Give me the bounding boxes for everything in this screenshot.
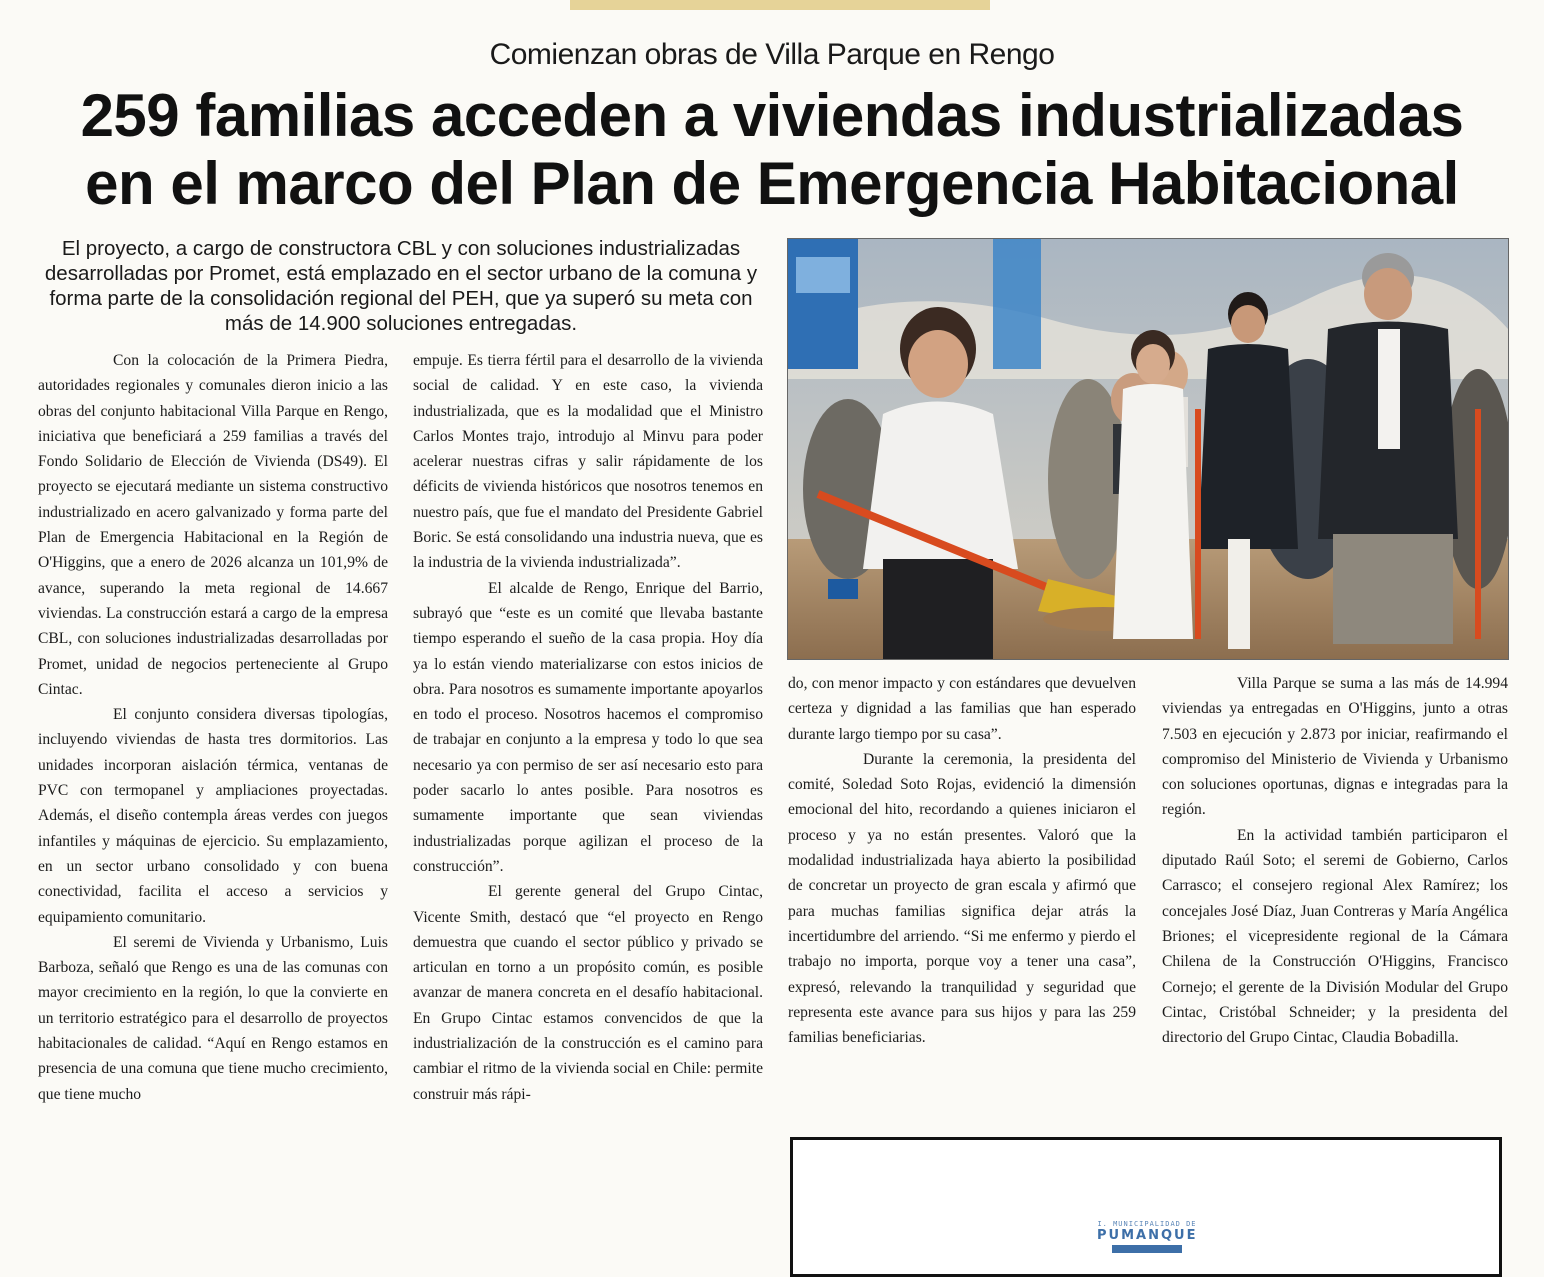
top-decorative-strip [570, 0, 990, 10]
column-2-paragraph-1: empuje. Es tierra fértil para el desarrollo de la vivienda social de calidad. Y en este caso, la vivienda industrializada, que es la modalidad que el Ministro Carlos Montes trajo, introdujo al Minvu para poder acelerar nuestras cifras y salir rápidamente de los déficits de vivienda históricos que nosotros tenemos en nuestro país, que fue el mandato del Presidente Gabriel Boric. Se está consolidando una industria nueva, que es la industria de la vivienda industrializada”. [413, 352, 763, 572]
headline-line-1: 259 familias acceden a viviendas industrializadas [80, 82, 1464, 149]
article-column-2 [413, 348, 763, 1107]
column-4-paragraph-1: Villa Parque se suma a las más de 14.994 viviendas ya entregadas en O'Higgins, junto a otras 7.503 en ejecución y 2.873 por iniciar, reafirmando el compromiso del Ministerio de Vivienda y Urbanismo con soluciones oportunas, dignas e integradas para la región. [1162, 675, 1508, 819]
column-2-paragraph-3: El gerente general del Grupo Cintac, Vicente Smith, destacó que “el proyecto en Rengo demuestra que cuando el sector público y privado se articulan en torno a un propósito común, es posible avanzar de manera concreta en el desafío habitacional. En Grupo Cintac estamos convencidos de que la industrialización de la construcción es el camino para cambiar el ritmo de la vivienda social en Chile: permite construir más rápi- [413, 883, 763, 1103]
article-lede [36, 236, 766, 336]
article-column-1 [38, 348, 388, 1107]
column-3-paragraph-1: do, con menor impacto y con estándares que devuelven certeza y dignidad a las familias que han esperado durante largo tiempo por su casa”. [788, 675, 1136, 743]
lede-line-3: forma parte de la consolidación regional del PEH, que ya superó su meta con [49, 287, 753, 310]
column-1-paragraph-2: El conjunto considera diversas tipologías, incluyendo viviendas de hasta tres dormitorios. Las unidades incorporan aislación térmica, ventanas de PVC con termopanel y ampliaciones proyectadas. Además, el diseño contempla áreas verdes con juegos infantiles y máquinas de ejercicio. Su emplazamiento, en un sector urbano consolidado y con buena conectividad, facilita el acceso a servicios y equipamiento comunitario. [38, 706, 388, 926]
logo-top-text: I. MUNICIPALIDAD DE [1097, 1220, 1197, 1228]
article-photo [787, 238, 1509, 660]
column-2-paragraph-2: El alcalde de Rengo, Enrique del Barrio, subrayó que “este es un comité que llevaba bastante tiempo esperando el sueño de la casa propia. Hoy día ya lo están viendo materializarse con estos inicios de obra. Para nosotros es sumamente importante apoyarlos en todo el proceso. Nosotros hacemos el compromiso de trabajar en conjunto a la empresa y todo lo que sea necesario ya con permiso de ser así necesario esto para poder sacarlo lo antes posible. Para nosotros es sumamente importante que sean viviendas industrializadas porque agilizan el proceso de la construcción”. [413, 579, 763, 875]
lede-line-1: El proyecto, a cargo de constructora CBL y con soluciones industrializadas [61, 237, 741, 260]
article-column-4 [1162, 671, 1508, 1050]
lede-line-2: desarrolladas por Promet, está emplazado en el sector urbano de la comuna y [44, 262, 758, 285]
logo-name-text: PUMANQUE [1097, 1228, 1198, 1243]
article-kicker: Comienzan obras de Villa Parque en Rengo [489, 38, 1055, 71]
article-headline [0, 82, 1544, 218]
logo-bar [1112, 1245, 1182, 1253]
ceremony-photo-illustration [788, 239, 1508, 659]
column-1-paragraph-1: Con la colocación de la Primera Piedra, autoridades regionales y comunales dieron inicio a las obras del conjunto habitacional Villa Parque en Rengo, iniciativa que beneficiará a 259 familias a través del Fondo Solidario de Elección de Vivienda (DS49). El proyecto se ejecutará mediante un sistema constructivo industrializado en acero galvanizado y forma parte del Plan de Emergencia Habitacional en la Región de O'Higgins, que a enero de 2026 alcanza un 101,9% de avance, superando la meta regional de 14.667 viviendas. La construcción estará a cargo de la empresa CBL, con soluciones industrializadas desarrolladas por Promet, unidad de negocios perteneciente al Grupo Cintac. [38, 352, 388, 698]
advertisement-box [790, 1137, 1502, 1277]
column-4-paragraph-2: En la actividad también participaron el diputado Raúl Soto; el seremi de Gobierno, Carlos Carrasco; el consejero regional Alex Ramírez; los concejales José Díaz, Juan Contreras y María Angélica Briones; el vicepresidente regional de la Cámara Chilena de la Construcción O'Higgins, Francisco Cornejo; el gerente de la División Modular del Grupo Cintac, Cristóbal Schneider; y la presidenta del directorio del Grupo Cintac, Claudia Bobadilla. [1162, 826, 1508, 1047]
column-1-paragraph-3: El seremi de Vivienda y Urbanismo, Luis Barboza, señaló que Rengo es una de las comunas con mayor crecimiento en la región, lo que la convierte en un territorio estratégico para el desarrollo de proyectos habitacionales de calidad. “Aquí en Rengo estamos en presencia de una comuna que tiene mucho crecimiento, que tiene mucho [38, 933, 388, 1103]
column-3-paragraph-2: Durante la ceremonia, la presidenta del comité, Soledad Soto Rojas, evidenció la dimensión emocional del hito, recordando a quienes iniciaron el proceso y ya no están presentes. Valoró que la modalidad industrializada haya abierto la posibilidad de concretar un proyecto de gran escala y afirmó que para muchas familias significa dejar atrás la incertidumbre del arriendo. “Si me enfermo y pierdo el trabajo no importa, porque voy a tener una casa”, expresó, relevando la tranquilidad y seguridad que representa este avance para sus hijos y para las 259 familias beneficiarias. [788, 750, 1136, 1047]
municipality-logo [1097, 1220, 1197, 1253]
article-column-3 [788, 671, 1136, 1050]
headline-line-2: en el marco del Plan de Emergencia Habitacional [85, 150, 1459, 217]
lede-line-4: más de 14.900 soluciones entregadas. [224, 312, 578, 335]
